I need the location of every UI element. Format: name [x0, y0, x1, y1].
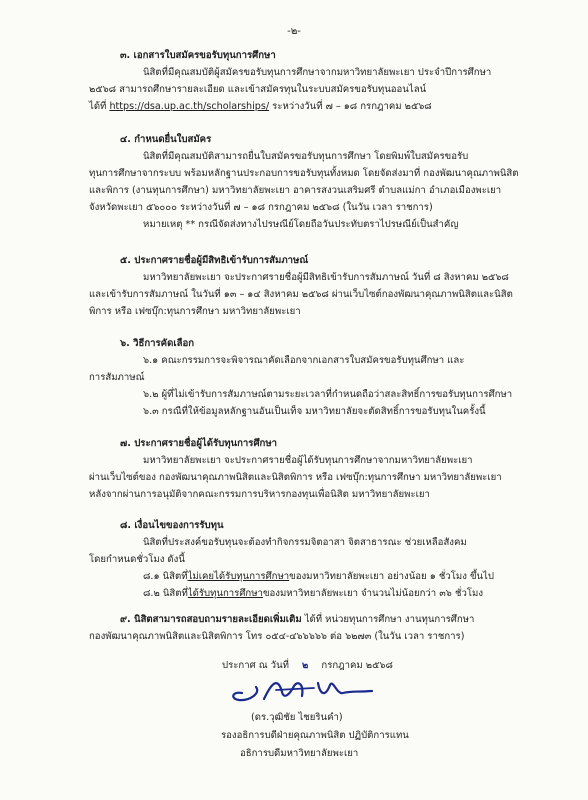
- section-8-line-2: โดยกำหนดชั่วโมง ดังนี้: [89, 554, 185, 565]
- section-4-heading: ๔. กำหนดยื่นใบสมัคร: [120, 134, 212, 145]
- section-8-item-1-prefix: ๘.๑ นิสิตที่: [143, 571, 188, 582]
- section-6-item-2: ๖.๒ ผู้ที่ไม่เข้ารับการสัมภาษณ์ตามระยะเวลาที่กำหนดถือว่าสละสิทธิ์การขอรับทุนการศึกษา: [143, 389, 513, 400]
- section-4-line-4: จังหวัดพะเยา ๕๖๐๐๐ ระหว่างวันที่ ๗ – ๑๘ กรกฎาคม ๒๕๖๘ (ในวัน เวลา ราชการ): [89, 202, 433, 213]
- page-number: -๒-: [287, 26, 301, 37]
- section-9-line-2: กองพัฒนาคุณภาพนิสิตและนิสิตพิการ โทร ๐๕๔-๔๖๖๖๖๖ ต่อ ๖๒๗๓ (ในวัน เวลา ราชการ): [89, 631, 465, 642]
- scholarship-url-link[interactable]: https://dsa.up.ac.th/scholarships/: [109, 101, 270, 112]
- section-8-item-2-underlined: ได้รับทุนการศึกษา: [187, 588, 263, 599]
- section-8-item-1-underlined: ไม่เคยได้รับทุนการศึกษา: [187, 571, 290, 582]
- announce-prefix: ประกาศ ณ วันที่: [222, 660, 289, 671]
- section-4-line-2: ทุนการศึกษาจากระบบ พร้อมหลักฐานประกอบการขอรับทุนทั้งหมด โดยจัดส่งมาที่ กองพัฒนาคุณภาพนิสิต: [89, 168, 519, 179]
- section-3-heading: ๓. เอกสารใบสมัครขอรับทุนการศึกษา: [120, 50, 276, 61]
- section-5-line-1: มหาวิทยาลัยพะเยา จะประกาศรายชื่อผู้มีสิทธิเข้ารับการสัมภาษณ์ วันที่ ๘ สิงหาคม ๒๕๖๘: [143, 272, 509, 283]
- section-7-line-3: หลังจากผ่านการอนุมัติจากคณะกรรมการบริหารกองทุนเพื่อนิสิต มหาวิทยาลัยพะเยา: [89, 489, 430, 500]
- section-8-item-2: [143, 588, 483, 600]
- signature-image: [226, 672, 376, 706]
- section-6-heading: ๖. วิธีการคัดเลือก: [120, 338, 195, 349]
- section-6-item-1-cont: การสัมภาษณ์: [89, 372, 145, 383]
- signer-name: (ดร.วุฒิชัย ไชยรินคำ): [251, 712, 343, 723]
- section-8-line-1: นิสิตที่ประสงค์ขอรับทุนจะต้องทำกิจกรรมจิตอาสา จิตสาธารณะ ช่วยเหลือสังคม: [143, 537, 467, 548]
- section-9-heading-rest: ได้ที่ หน่วยทุนการศึกษา งานทุนการศึกษา: [301, 614, 475, 625]
- section-6-item-1: ๖.๑ คณะกรรมการจะพิจารณาคัดเลือกจากเอกสารใบสมัครขอรับทุนศึกษา และ: [143, 355, 465, 366]
- section-3-line-2: ๒๕๖๘ สามารถศึกษารายละเอียด และเข้าสมัครทุนในระบบสมัครขอรับทุนออนไลน์: [89, 84, 427, 95]
- signer-title-2: อธิการบดีมหาวิทยาลัยพะเยา: [240, 748, 359, 759]
- section-4-note: หมายเหตุ ** กรณีจัดส่งทางไปรษณีย์โดยถือวันประทับตราไปรษณีย์เป็นสำคัญ: [143, 219, 459, 230]
- section-8-heading: ๘. เงื่อนไขของการรับทุน: [120, 520, 224, 531]
- section-3-line-3: [89, 101, 432, 113]
- section-9-heading: ๙. นิสิตสามารถสอบถามรายละเอียดเพิ่มเติม: [120, 614, 302, 625]
- section-8-item-1-suffix: ของมหาวิทยาลัยพะเยา อย่างน้อย ๑ ชั่วโมง ขึ้นไป: [289, 571, 494, 582]
- section-5-heading: ๕. ประกาศรายชื่อผู้มีสิทธิเข้ารับการสัมภาษณ์: [120, 255, 309, 266]
- section-8-item-2-prefix: ๘.๒ นิสิตที่: [143, 588, 188, 599]
- section-5-line-3: พิการ หรือ เฟซบุ๊ก:ทุนการศึกษา มหาวิทยาลัยพะเยา: [89, 306, 301, 317]
- section-9-heading-line: [120, 614, 474, 626]
- section-3-line-1: นิสิตที่มีคุณสมบัติผู้สมัครขอรับทุนการศึกษาจากมหาวิทยาลัยพะเยา ประจำปีการศึกษา: [143, 67, 492, 78]
- section-4-line-1: นิสิตที่มีคุณสมบัติสามารถยื่นใบสมัครขอรับทุนการศึกษา โดยพิมพ์ใบสมัครขอรับ: [143, 151, 469, 162]
- section-8-item-1: [143, 571, 494, 583]
- section-7-line-1: มหาวิทยาลัยพะเยา จะประกาศรายชื่อผู้ได้รับทุนการศึกษาจากมหาวิทยาลัยพะเยา: [143, 455, 473, 466]
- section-6-item-3: ๖.๓ กรณีที่ให้ข้อมูลหลักฐานอันเป็นเท็จ มหาวิทยาลัยจะตัดสิทธิ์การขอรับทุนในครั้งนี้: [143, 406, 486, 417]
- section-3-link-suffix: ระหว่างวันที่ ๗ – ๑๘ กรกฎาคม ๒๕๖๘: [269, 101, 432, 112]
- announce-month-year: กรกฎาคม ๒๕๖๘: [321, 660, 393, 671]
- announce-day: ๒: [302, 660, 309, 671]
- announce-date: [222, 660, 393, 672]
- signer-title-1: รองอธิการบดีฝ่ายคุณภาพนิสิต ปฏิบัติการแทน: [221, 730, 409, 741]
- section-3-link-prefix: ได้ที่: [89, 101, 110, 112]
- section-8-item-2-suffix: ของมหาวิทยาลัยพะเยา จำนวนไม่น้อยกว่า ๓๖ ชั่วโมง: [262, 588, 484, 599]
- section-7-heading: ๗. ประกาศรายชื่อผู้ได้รับทุนการศึกษา: [120, 438, 278, 449]
- section-7-line-2: ผ่านเว็บไซต์ของ กองพัฒนาคุณภาพนิสิตและนิสิตพิการ หรือ เฟซบุ๊ก:ทุนการศึกษา มหาวิทยาลัยพะเยา: [89, 472, 502, 483]
- section-5-line-2: และเข้ารับการสัมภาษณ์ ในวันที่ ๑๓ – ๑๔ สิงหาคม ๒๕๖๘ ผ่านเว็บไซต์กองพัฒนาคุณภาพนิสิตและนิสิต: [89, 289, 513, 300]
- section-4-line-3: และพิการ (งานทุนการศึกษา) มหาวิทยาลัยพะเยา อาคารสงวนเสริมศรี ตำบลแม่กา อำเภอเมืองพะเยา: [89, 185, 502, 196]
